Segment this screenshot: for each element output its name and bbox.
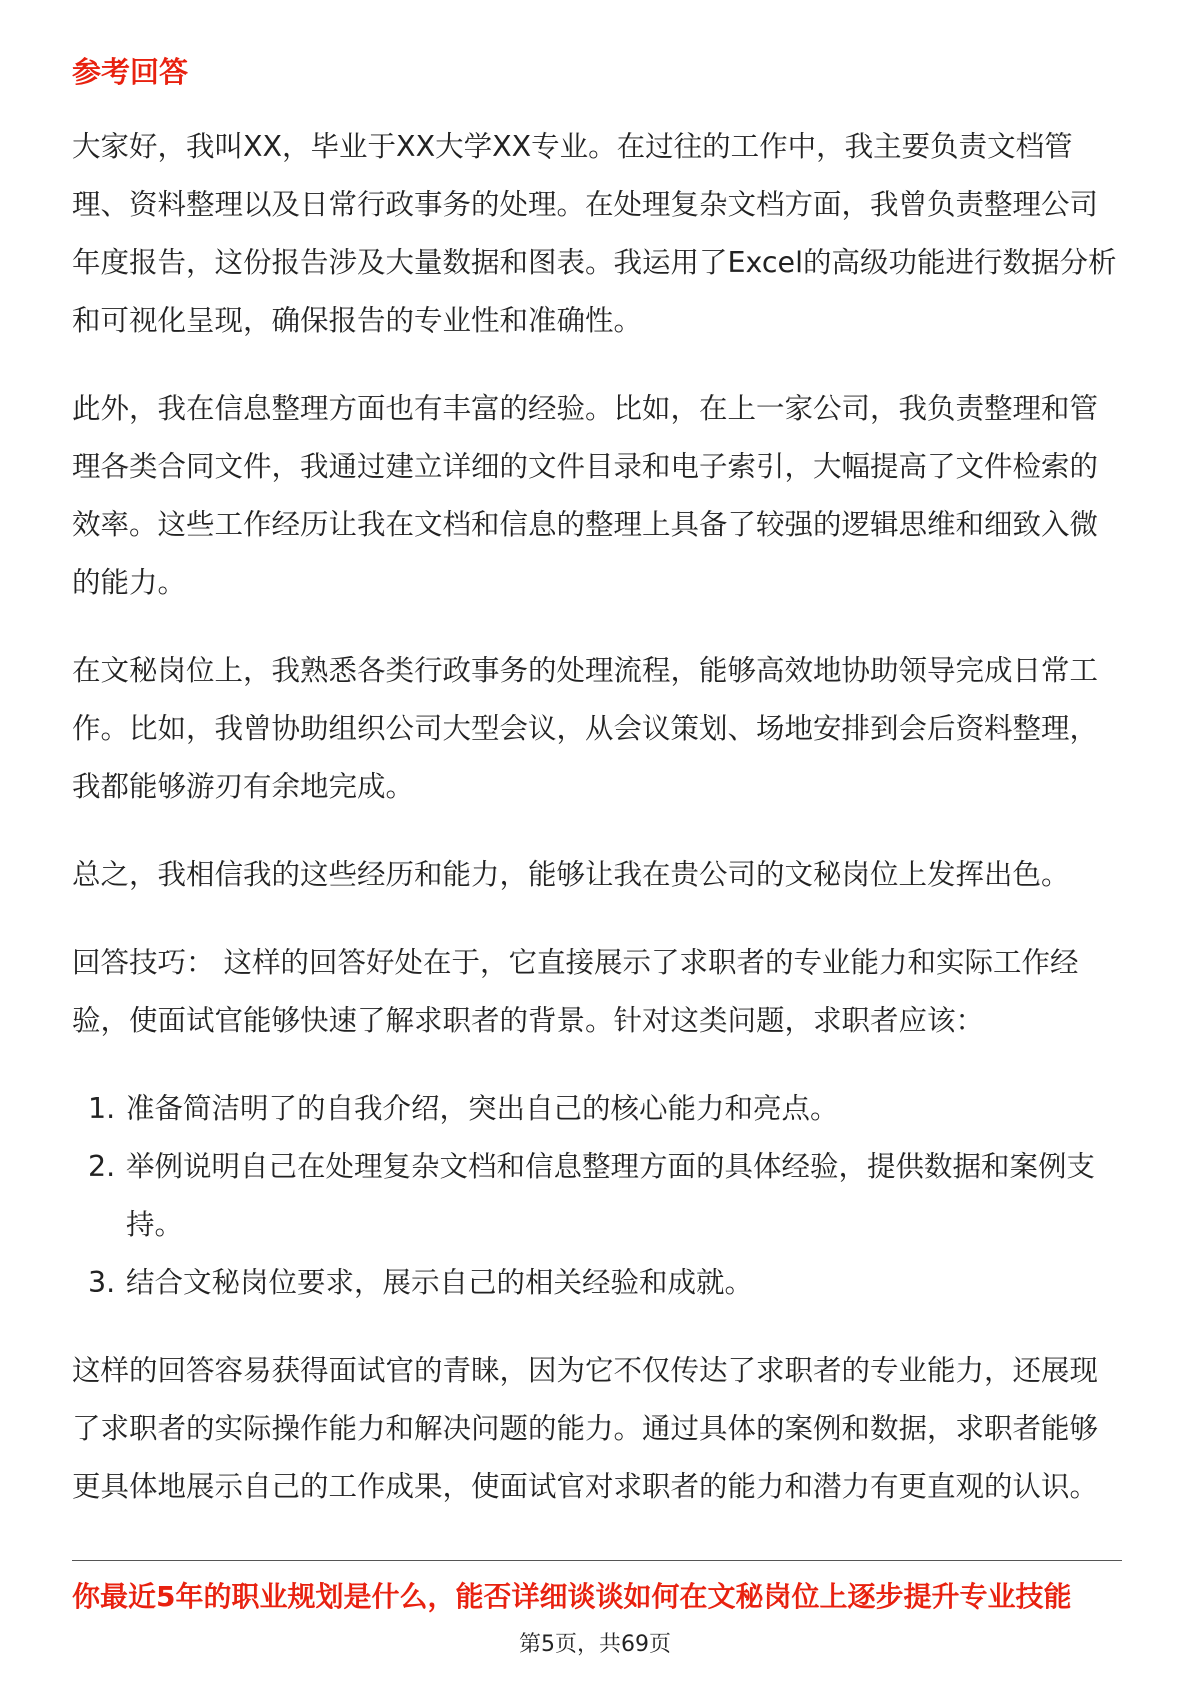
paragraph-experience: 此外，我在信息整理方面也有丰富的经验。比如，在上一家公司，我负责整理和管理各类合同文件，我通过建立详细的文件目录和电子索引，大幅提高了文件检索的效率。这些工作经历让我在文档和信息的整理上具备了较强的逻辑思维和细致入微的能力。 (72, 392, 1099, 599)
list-item-number: 2. (88, 1150, 116, 1183)
list-item-number: 3. (88, 1266, 116, 1299)
section-title: 参考回答 (72, 55, 189, 89)
page-number: 第5页，共69页 (519, 1632, 671, 1657)
paragraph-tips: 回答技巧： 这样的回答好处在于，它直接展示了求职者的专业能力和实际工作经验，使面试官能够快速了解求职者的背景。针对这类问题，求职者应该： (72, 946, 1079, 1037)
list-item (72, 1254, 1122, 1312)
list-item-number: 1. (88, 1092, 116, 1125)
divider (72, 1560, 1122, 1561)
answer-body (72, 118, 1122, 1546)
list-item-text: 结合文秘岗位要求，展示自己的相关经验和成就。 (126, 1266, 754, 1299)
list-item (72, 1138, 1122, 1254)
next-question: 你最近5年的职业规划是什么，能否详细谈谈如何在文秘岗位上逐步提升专业技能 (72, 1580, 1072, 1613)
list-item-text: 举例说明自己在处理复杂文档和信息整理方面的具体经验，提供数据和案例支持。 (126, 1150, 1096, 1241)
paragraph-closing: 这样的回答容易获得面试官的青睐，因为它不仅传达了求职者的专业能力，还展现了求职者的实际操作能力和解决问题的能力。通过具体的案例和数据，求职者能够更具体地展示自己的工作成果，使面试官对求职者的能力和潜力有更直观的认识。 (72, 1354, 1099, 1503)
tips-list (72, 1080, 1122, 1312)
list-item (72, 1080, 1122, 1138)
paragraph-summary: 总之，我相信我的这些经历和能力，能够让我在贵公司的文秘岗位上发挥出色。 (72, 858, 1070, 891)
list-item-text: 准备简洁明了的自我介绍，突出自己的核心能力和亮点。 (126, 1092, 839, 1125)
paragraph-role: 在文秘岗位上，我熟悉各类行政事务的处理流程，能够高效地协助领导完成日常工作。比如，我曾协助组织公司大型会议，从会议策划、场地安排到会后资料整理，我都能够游刃有余地完成。 (72, 654, 1099, 803)
paragraph-intro: 大家好，我叫XX，毕业于XX大学XX专业。在过往的工作中，我主要负责文档管理、资料整理以及日常行政事务的处理。在处理复杂文档方面，我曾负责整理公司年度报告，这份报告涉及大量数据和图表。我运用了Excel的高级功能进行数据分析和可视化呈现，确保报告的专业性和准确性。 (72, 130, 1117, 337)
